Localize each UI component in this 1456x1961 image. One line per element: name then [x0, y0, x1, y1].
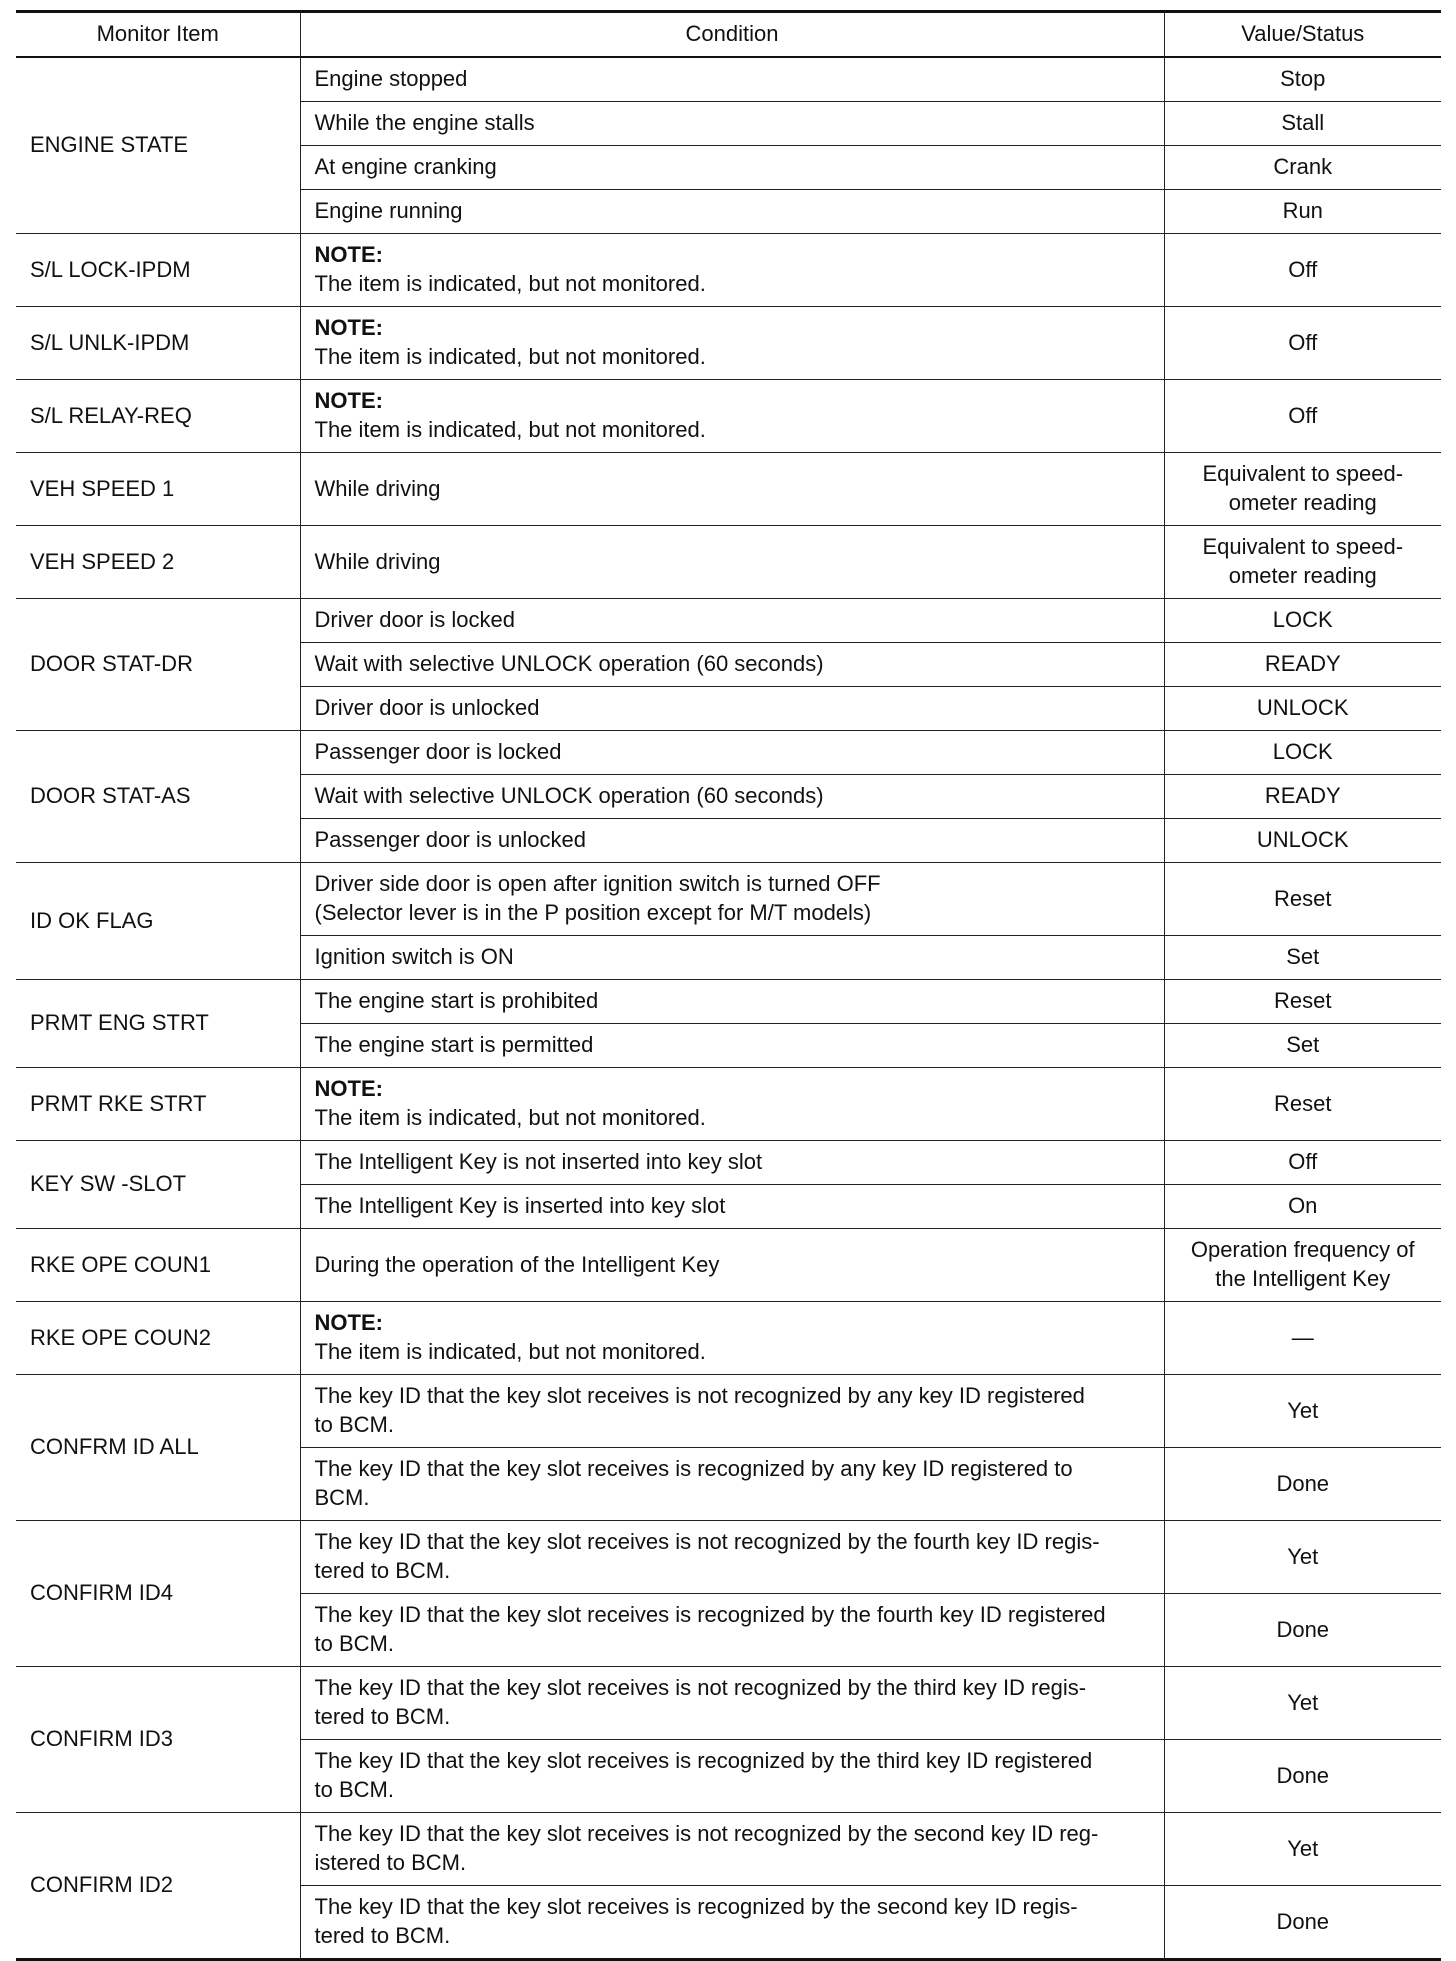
condition-cell: Ignition switch is ON [300, 936, 1164, 980]
table-header-row [16, 12, 1441, 58]
value-status-cell: Stall [1164, 102, 1441, 146]
value-status-cell: LOCK [1164, 599, 1441, 643]
condition-cell: Wait with selective UNLOCK operation (60 seconds) [300, 643, 1164, 687]
condition-cell: Driver door is locked [300, 599, 1164, 643]
table-row [16, 731, 1441, 775]
table-row [16, 1141, 1441, 1185]
table-row [16, 599, 1441, 643]
value-status-cell: Stop [1164, 57, 1441, 102]
table-row [16, 526, 1441, 599]
value-status-cell: Yet [1164, 1375, 1441, 1448]
condition-cell: During the operation of the Intelligent Key [300, 1229, 1164, 1302]
condition-cell: While driving [300, 526, 1164, 599]
condition-line: tered to BCM. [314, 1923, 451, 1948]
condition-cell: While the engine stalls [300, 102, 1164, 146]
value-status-cell: Done [1164, 1448, 1441, 1521]
monitor-item-cell: PRMT ENG STRT [16, 980, 300, 1068]
table-row [16, 1375, 1441, 1448]
header-monitor-item: Monitor Item [16, 12, 300, 58]
value-status-cell: Off [1164, 307, 1441, 380]
value-status-cell: Set [1164, 1024, 1441, 1068]
value-status-cell: Yet [1164, 1667, 1441, 1740]
condition-line: The key ID that the key slot receives is not recognized by the fourth key ID regis- [314, 1529, 1100, 1554]
condition-cell [300, 1521, 1164, 1594]
condition-cell: The engine start is permitted [300, 1024, 1164, 1068]
value-status-cell: Off [1164, 1141, 1441, 1185]
condition-line: The key ID that the key slot receives is recognized by the second key ID regis- [314, 1894, 1078, 1919]
value-line: Equivalent to speed- [1202, 534, 1404, 559]
condition-cell: While driving [300, 453, 1164, 526]
condition-line: Driver side door is open after ignition switch is turned OFF [314, 871, 881, 896]
value-status-cell: Set [1164, 936, 1441, 980]
note-text: The item is indicated, but not monitored. [314, 1105, 706, 1130]
condition-line: tered to BCM. [314, 1704, 451, 1729]
value-status-cell: Yet [1164, 1521, 1441, 1594]
condition-line: (Selector lever is in the P position except for M/T models) [314, 900, 872, 925]
monitor-item-cell: S/L LOCK-IPDM [16, 234, 300, 307]
condition-line: BCM. [314, 1485, 370, 1510]
value-line: Equivalent to speed- [1202, 461, 1404, 486]
value-status-cell: Run [1164, 190, 1441, 234]
note-label: NOTE: [314, 1076, 383, 1101]
monitor-item-cell: CONFIRM ID2 [16, 1813, 300, 1960]
condition-line: to BCM. [314, 1412, 394, 1437]
condition-cell [300, 1813, 1164, 1886]
condition-line: to BCM. [314, 1777, 394, 1802]
table-row [16, 980, 1441, 1024]
table-row [16, 1667, 1441, 1740]
monitor-item-cell: DOOR STAT-AS [16, 731, 300, 863]
condition-cell: Passenger door is unlocked [300, 819, 1164, 863]
value-status-cell: UNLOCK [1164, 819, 1441, 863]
value-status-cell [1164, 1229, 1441, 1302]
value-line: ometer reading [1228, 490, 1377, 515]
monitor-item-cell: ENGINE STATE [16, 57, 300, 234]
value-status-cell: Yet [1164, 1813, 1441, 1886]
value-status-cell: READY [1164, 643, 1441, 687]
value-status-cell: Reset [1164, 863, 1441, 936]
value-status-cell: On [1164, 1185, 1441, 1229]
condition-cell: Engine stopped [300, 57, 1164, 102]
monitor-item-cell: RKE OPE COUN2 [16, 1302, 300, 1375]
condition-cell [300, 1302, 1164, 1375]
value-status-cell [1164, 526, 1441, 599]
table-body [16, 57, 1441, 1960]
condition-line: The key ID that the key slot receives is recognized by any key ID registered to [314, 1456, 1073, 1481]
condition-cell: Passenger door is locked [300, 731, 1164, 775]
note-label: NOTE: [314, 242, 383, 267]
condition-cell [300, 1068, 1164, 1141]
monitor-item-cell: VEH SPEED 1 [16, 453, 300, 526]
value-status-cell: — [1164, 1302, 1441, 1375]
monitor-item-cell: S/L RELAY-REQ [16, 380, 300, 453]
value-status-cell: READY [1164, 775, 1441, 819]
header-value-status: Value/Status [1164, 12, 1441, 58]
condition-cell [300, 863, 1164, 936]
monitor-item-cell: CONFIRM ID3 [16, 1667, 300, 1813]
condition-cell: The engine start is prohibited [300, 980, 1164, 1024]
value-line: ometer reading [1228, 563, 1377, 588]
monitor-item-cell: S/L UNLK-IPDM [16, 307, 300, 380]
value-status-cell: Off [1164, 380, 1441, 453]
condition-line: The key ID that the key slot receives is recognized by the fourth key ID registered [314, 1602, 1106, 1627]
monitor-item-table [16, 10, 1441, 1961]
header-condition: Condition [300, 12, 1164, 58]
monitor-item-cell: DOOR STAT-DR [16, 599, 300, 731]
value-status-cell: Off [1164, 234, 1441, 307]
condition-cell: Driver door is unlocked [300, 687, 1164, 731]
monitor-item-cell: KEY SW -SLOT [16, 1141, 300, 1229]
condition-cell [300, 307, 1164, 380]
monitor-item-cell: CONFIRM ID4 [16, 1521, 300, 1667]
condition-cell: The Intelligent Key is not inserted into key slot [300, 1141, 1164, 1185]
monitor-item-cell: RKE OPE COUN1 [16, 1229, 300, 1302]
condition-line: tered to BCM. [314, 1558, 451, 1583]
table-row [16, 1813, 1441, 1886]
value-status-cell [1164, 453, 1441, 526]
note-text: The item is indicated, but not monitored. [314, 271, 706, 296]
table-row [16, 453, 1441, 526]
note-label: NOTE: [314, 1310, 383, 1335]
monitor-item-cell: PRMT RKE STRT [16, 1068, 300, 1141]
condition-line: The key ID that the key slot receives is not recognized by the third key ID regis- [314, 1675, 1087, 1700]
value-status-cell: Done [1164, 1594, 1441, 1667]
value-status-cell: LOCK [1164, 731, 1441, 775]
note-text: The item is indicated, but not monitored. [314, 417, 706, 442]
condition-cell: Engine running [300, 190, 1164, 234]
value-status-cell: Crank [1164, 146, 1441, 190]
condition-cell [300, 234, 1164, 307]
value-status-cell: Reset [1164, 1068, 1441, 1141]
monitor-item-cell: VEH SPEED 2 [16, 526, 300, 599]
table-row [16, 1521, 1441, 1594]
condition-cell: The Intelligent Key is inserted into key slot [300, 1185, 1164, 1229]
value-line: the Intelligent Key [1215, 1266, 1391, 1291]
condition-line: istered to BCM. [314, 1850, 467, 1875]
table-row [16, 380, 1441, 453]
condition-cell: At engine cranking [300, 146, 1164, 190]
condition-cell [300, 1448, 1164, 1521]
condition-line: The key ID that the key slot receives is not recognized by the second key ID reg- [314, 1821, 1099, 1846]
condition-line: The key ID that the key slot receives is not recognized by any key ID registered [314, 1383, 1085, 1408]
note-text: The item is indicated, but not monitored. [314, 344, 706, 369]
note-text: The item is indicated, but not monitored. [314, 1339, 706, 1364]
note-label: NOTE: [314, 315, 383, 340]
condition-line: The key ID that the key slot receives is recognized by the third key ID registered [314, 1748, 1093, 1773]
value-line: Operation frequency of [1190, 1237, 1415, 1262]
condition-cell [300, 1667, 1164, 1740]
condition-cell [300, 1375, 1164, 1448]
value-status-cell: Done [1164, 1740, 1441, 1813]
condition-cell [300, 380, 1164, 453]
condition-cell [300, 1594, 1164, 1667]
condition-cell [300, 1886, 1164, 1960]
value-status-cell: UNLOCK [1164, 687, 1441, 731]
table-row [16, 234, 1441, 307]
condition-cell [300, 1740, 1164, 1813]
monitor-item-cell: ID OK FLAG [16, 863, 300, 980]
table-row [16, 1302, 1441, 1375]
value-status-cell: Reset [1164, 980, 1441, 1024]
table-row [16, 57, 1441, 102]
condition-cell: Wait with selective UNLOCK operation (60 seconds) [300, 775, 1164, 819]
condition-line: to BCM. [314, 1631, 394, 1656]
table-row [16, 1229, 1441, 1302]
monitor-item-cell: CONFRM ID ALL [16, 1375, 300, 1521]
note-label: NOTE: [314, 388, 383, 413]
table-row [16, 1068, 1441, 1141]
table-row [16, 307, 1441, 380]
table-row [16, 863, 1441, 936]
value-status-cell: Done [1164, 1886, 1441, 1960]
